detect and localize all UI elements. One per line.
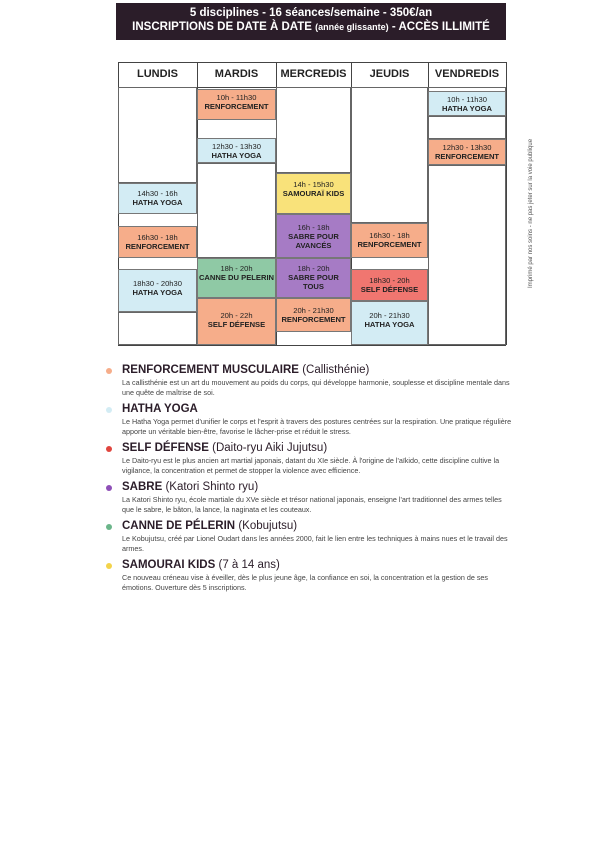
slot-time: 16h30 - 18h [369,231,410,240]
legend-description: La Katori Shinto ryu, école martiale du XVe siècle et trésor national japonais, enseigne l'art traditionnel des armes telles que le sabre, le bâton, la lance, la naginata et les couteaux. [122,495,502,514]
legend-hatha-yoga [104,403,514,436]
empty-cell [118,312,197,345]
legend-description: Le Daito-ryu est le plus ancien art martial japonais, datant du XIe siècle. À l'origine de l'aïkido, cette discipline cultive la vigilance, la concentration et permet de stopper la violence avec efficience. [122,456,500,475]
legend-title [122,442,514,454]
bullet-dot [106,563,112,569]
legend-description: Le Kobujutsu, créé par Lionel Oudart dans les années 2000, fait le lien entre les techniques à mains nues et le travail des armes. [122,534,508,553]
legend-renforcement [104,364,514,397]
bullet-dot [106,368,112,374]
banner-registration-note: (année glissante) [315,22,389,32]
slot-jeudi-self-defense [351,269,428,301]
legend-title-subtitle: (Kobujutsu) [238,520,298,532]
slot-name: HATHA YOGA [132,198,183,207]
slot-lundi-hatha-yoga [118,183,197,214]
legend-description: La callisthénie est un art du mouvement au poids du corps, qui développe harmonie, souplesse et discipline mentale dans une quête de maîtrise de soi. [122,378,510,397]
legend-title-main: SELF DÉFENSE [122,442,209,454]
slot-time: 14h30 - 16h [137,189,178,198]
slot-name: SELF DÉFENSE [207,320,266,329]
slot-time: 18h30 - 20h30 [133,279,182,288]
slot-name: SABRE POUR AVANCÉS [288,232,339,250]
slot-name: HATHA YOGA [211,151,262,160]
slot-lundi-hatha-yoga-soir [118,269,197,312]
legend-description: Le Hatha Yoga permet d'unifier le corps et l'esprit à travers des postures centrées sur la respiration. Une pratique régulière apporte un véritable bien-être, favorise le lâcher-prise et réduit le stress. [122,417,512,436]
slot-time: 18h - 20h [220,264,253,273]
slot-name: RENFORCEMENT [125,242,190,251]
slot-time: 18h - 20h [297,264,330,273]
banner-registration [116,21,506,33]
slot-time: 20h - 21h30 [369,311,410,320]
slot-mardi-self-defense [197,298,276,345]
slot-name: HATHA YOGA [364,320,415,329]
slot-jeudi-hatha-yoga [351,301,428,345]
legend-sabre [104,481,514,514]
legend-title [122,559,514,571]
slot-mercredi-renforcement [276,298,351,332]
slot-mardi-renforcement [197,89,276,120]
slot-mercredi-sabre-tous [276,258,351,298]
empty-cell [428,116,506,139]
legend-self-defense [104,442,514,475]
legend-title [122,403,514,415]
day-header-lundis: LUNDIS [137,68,178,80]
slot-name: HATHA YOGA [132,288,183,297]
print-notice [518,140,538,300]
slot-time: 18h30 - 20h [369,276,410,285]
bullet-dot [106,446,112,452]
slot-jeudi-renforcement [351,223,428,258]
slot-name: RENFORCEMENT [281,315,346,324]
slot-name: SABRE POUR TOUS [288,273,339,291]
banner-registration-main: INSCRIPTIONS DE DATE À DATE [132,21,312,33]
bullet-dot [106,407,112,413]
banner-pricing: 5 disciplines - 16 séances/semaine - 350€/an [189,7,433,19]
slot-time: 16h - 18h [297,223,330,232]
slot-lundi-renforcement [118,226,197,258]
slot-time: 16h30 - 18h [137,233,178,242]
legend-title-subtitle: (Katori Shinto ryu) [165,481,259,493]
legend-title-main: HATHA YOGA [122,403,198,415]
slot-time: 20h - 22h [220,311,253,320]
empty-cell [118,87,197,183]
slot-time: 10h - 11h30 [447,95,487,104]
banner-registration-end: - ACCÈS ILLIMITÉ [391,21,490,33]
grid-line [506,62,507,345]
legend-title [122,364,514,376]
legend-title-subtitle: (7 à 14 ans) [218,559,280,571]
legend-description: Ce nouveau créneau vise à éveiller, dès le plus jeune âge, la confiance en soi, la concentration et la gestion de ses émotions. Ouverture dès 5 inscriptions. [122,573,489,592]
slot-time: 14h - 15h30 [293,180,334,189]
legend-title-main: SAMOURAI KIDS [122,559,216,571]
legend-samourai-kids [104,559,514,592]
legend-title [122,520,514,532]
schedule-grid [118,62,506,345]
slot-time: 20h - 21h30 [293,306,334,315]
slot-mercredi-sabre-avances [276,214,351,258]
slot-time: 12h30 - 13h30 [442,143,492,152]
print-notice-text: Imprimé par nos soins - ne pas jeter sur la voie publique [528,138,534,288]
day-header-mercredis: MERCREDIS [280,68,347,80]
slot-name: SELF DÉFENSE [360,285,419,294]
slot-name: RENFORCEMENT [204,102,269,111]
day-header-mardis: MARDIS [214,68,259,80]
legend-canne-pelerin [104,520,514,553]
slot-vendredi-hatha-yoga [428,91,506,116]
grid-line [118,345,506,346]
day-header-jeudis: JEUDIS [369,68,410,80]
slot-mercredi-samourai-kids [276,173,351,214]
empty-cell [276,87,351,173]
empty-cell [351,87,428,223]
slot-name: RENFORCEMENT [357,240,422,249]
legend-title-main: CANNE DE PÉLERIN [122,520,236,532]
slot-mardi-hatha-yoga [197,138,276,163]
slot-name: HATHA YOGA [441,104,493,113]
slot-vendredi-renforcement [428,139,506,165]
legend-title-subtitle: (Daito-ryu Aiki Jujutsu) [212,442,328,454]
empty-cell [428,165,506,345]
slot-name: CANNE DU PELERIN [198,273,275,282]
day-header-vendredis: VENDREDIS [434,68,500,80]
legend-title-main: SABRE [122,481,163,493]
slot-name: SAMOURAÏ KIDS [282,189,345,198]
bullet-dot [106,524,112,530]
legend-title-main: RENFORCEMENT MUSCULAIRE [122,364,299,376]
slot-time: 10h - 11h30 [216,93,257,102]
slot-mardi-canne-pelerin [197,258,276,298]
discipline-legend [104,364,514,598]
slot-name: RENFORCEMENT [434,152,500,161]
slot-time: 12h30 - 13h30 [212,142,261,151]
legend-title [122,481,514,493]
bullet-dot [106,485,112,491]
empty-cell [197,163,276,258]
header-banner [116,3,506,40]
legend-title-subtitle: (Callisthénie) [302,364,370,376]
